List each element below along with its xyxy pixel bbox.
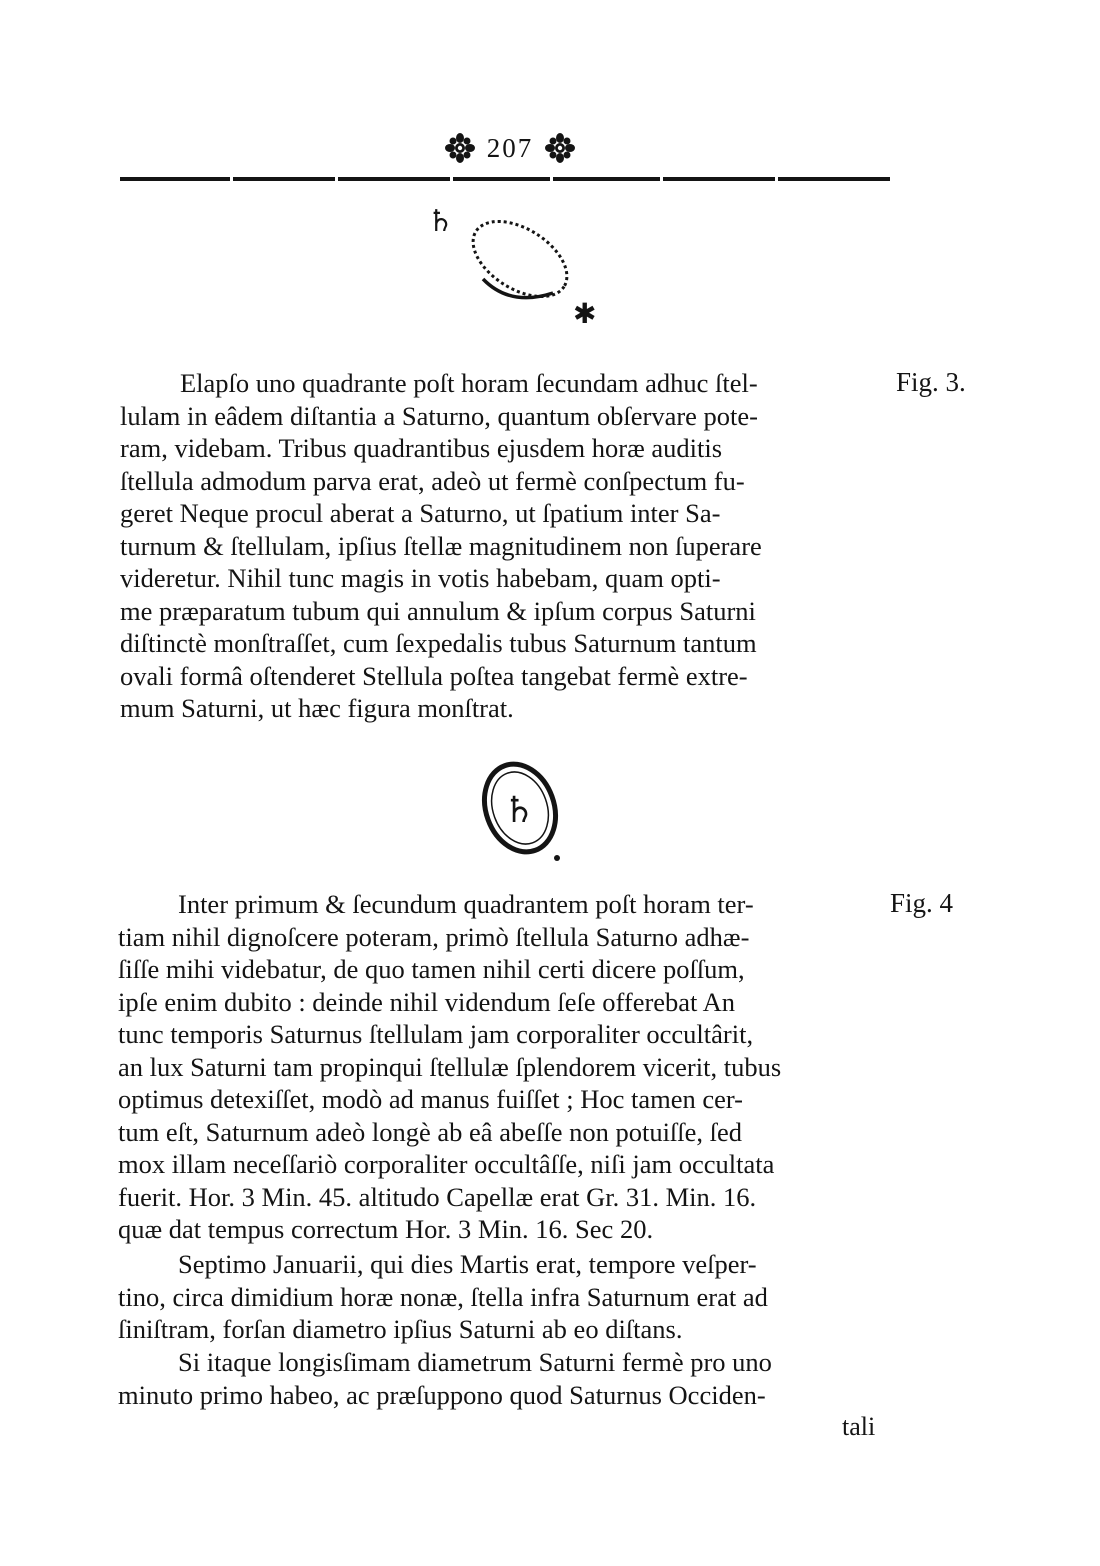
text-line: videretur. Nihil tunc magis in votis habebam, quam opti- (120, 563, 721, 593)
text-line: tum eſt, Saturnum adeò longè ab eâ abeſſe non potuiſſe, ſed (118, 1116, 743, 1147)
text-line: Elapſo uno quadrante poſt horam ſecundam adhuc ſtel- (180, 368, 758, 398)
flower-ornament-icon (445, 133, 475, 163)
text-line: tunc temporis Saturnus ſtellulam jam corporaliter occultârit, (118, 1019, 754, 1049)
page-number: 207 (486, 132, 534, 163)
text-line: ſiſſe mihi videbatur, de quo tamen nihil certi dicere poſſum, (118, 954, 745, 984)
text-line: lulam in eâdem diſtantia a Saturno, quantum obſervare pote- (120, 400, 759, 431)
text-line: minuto primo habeo, ac præſuppono quod Saturnus Occiden- (118, 1379, 766, 1410)
text-line: turnum & ſtellulam, ipſius ſtellæ magnitudinem non ſuperare (120, 530, 762, 561)
flower-ornament-icon (545, 133, 575, 163)
figure-3-saturn-star (425, 195, 615, 330)
text-line: ovali formâ oſtenderet Stellula poſtea tangebat fermè extre- (120, 660, 748, 691)
catchword: tali (842, 1412, 876, 1441)
text-line: diſtinctè monſtraſſet, cum ſexpedalis tubus Saturnum tantum (120, 628, 757, 658)
text-line: me præparatum tubum qui annulum & ipſum corpus Saturni (120, 595, 756, 626)
text-line: fuerit. Hor. 3 Min. 45. altitudo Capellæ erat Gr. 31. Min. 16. (118, 1181, 757, 1212)
text-line: ipſe enim dubito : deinde nihil videndum ſeſe offerebat An (118, 986, 735, 1017)
text-line: Inter primum & ſecundum quadrantem poſt horam ter- (178, 889, 754, 919)
text-line: ram, videbam. Tribus quadrantibus ejusdem horæ auditis (120, 433, 723, 463)
margin-note-fig-3: Fig. 3. (896, 367, 966, 397)
paragraph-1 (120, 367, 892, 725)
text-line: ſtellula admodum parva erat, adeò ut fermè conſpectum fu- (120, 465, 745, 496)
text-line: an lux Saturni tam propinqui ſtellulæ ſplendorem vicerit, tubus (118, 1051, 782, 1082)
text-line: quæ dat tempus correctum Hor. 3 Min. 16. Sec 20. (118, 1214, 654, 1244)
paragraph-4 (118, 1346, 890, 1411)
running-head (420, 128, 600, 168)
star-dot (554, 855, 560, 861)
saturn-symbol: ♄ (503, 790, 536, 831)
text-line: mum Saturni, ut hæc figura monſtrat. (120, 693, 514, 723)
star-icon: ✱ (573, 297, 597, 330)
text-line: Si itaque longisſimam diametrum Saturni fermè pro uno (178, 1347, 772, 1377)
text-line: ſiniſtram, forſan diametro ipſius Saturni ab eo diſtans. (118, 1314, 683, 1344)
paragraph-2 (118, 888, 890, 1246)
text-line: optimus detexiſſet, modò ad manus fuiſſet ; Hoc tamen cer- (118, 1084, 744, 1114)
text-line: Septimo Januarii, qui dies Martis erat, tempore veſper- (178, 1249, 757, 1279)
text-line: mox illam neceſſariò corporaliter occultâſſe, niſi jam occultata (118, 1149, 775, 1179)
margin-note-fig-4: Fig. 4 (890, 888, 954, 918)
header-rule (120, 176, 890, 182)
text-line: tiam nihil dignoſcere poteram, primò ſtellula Saturno adhæ- (118, 921, 750, 952)
paragraph-3 (118, 1248, 890, 1346)
figure-4-saturn-oval (475, 758, 575, 868)
text-line: tino, circa dimidium horæ nonæ, ſtella infra Saturnum erat ad (118, 1281, 768, 1312)
saturn-symbol: ♄ (427, 204, 454, 239)
text-line: geret Neque procul aberat a Saturno, ut ſpatium inter Sa- (120, 498, 721, 528)
